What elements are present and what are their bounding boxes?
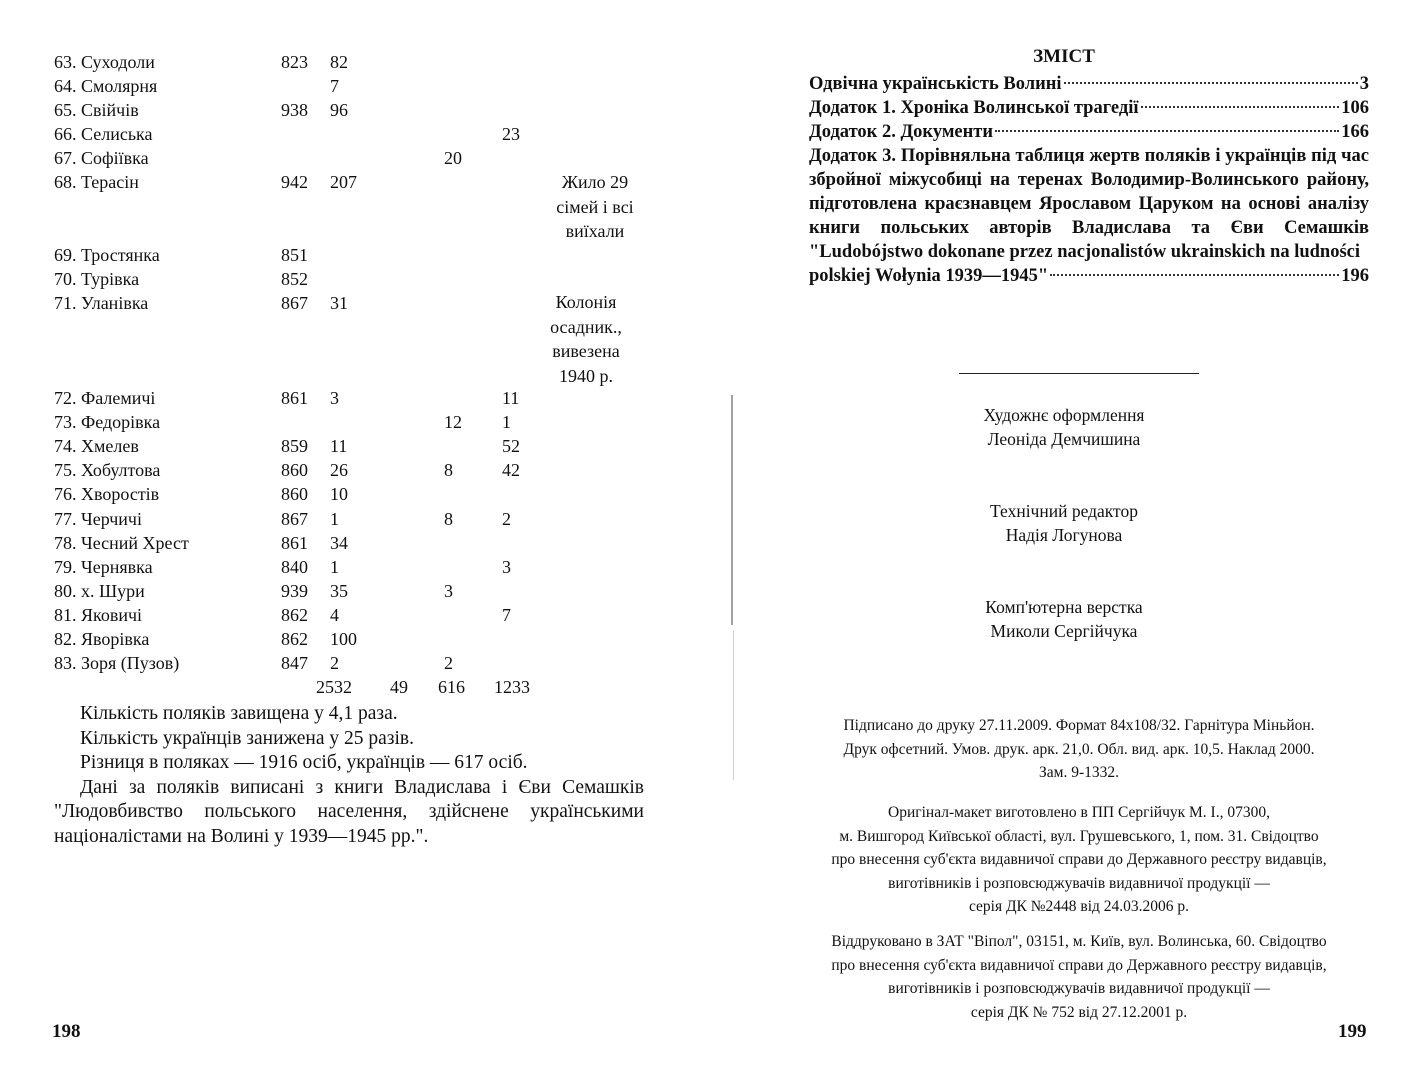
cell-value: 3 [502,557,511,577]
credit-name: Надія Логунова [1005,525,1123,545]
cell-value: 861 [281,388,308,408]
imprint-line: Друк офсетний. Умов. друк. арк. 21,0. Обл. вид. арк. 10,5. Наклад 2000. [843,740,1315,758]
cell-value: 82 [330,52,348,72]
toc-leader [1064,82,1358,84]
cell-value: 10 [330,484,348,504]
credit-layout [709,595,1419,643]
credit-name: Миколи Сергійчука [990,621,1138,641]
imprint-line: Зам. 9-1332. [1039,764,1119,781]
village-name: 83. Зоря (Пузов) [54,653,180,673]
summary-paragraph: Різниця в поляках — 1916 осіб, українців — 617 осіб. [80,752,528,773]
note-line: Жило 29 [561,172,629,192]
cell-value: 847 [281,653,308,673]
cell-value: 862 [281,629,308,649]
left-page [0,0,709,1085]
toc-entry-long-tail [809,264,1369,288]
imprint-print-info [784,714,1374,785]
cell-value: 861 [281,533,308,553]
imprint-layout-info [784,801,1374,919]
cell-value: 2 [330,653,339,673]
total-value: 49 [390,677,408,697]
page-number-right: 199 [1338,1021,1367,1042]
cell-value: 1 [330,557,339,577]
village-name: 72. Фалемичі [54,388,156,408]
total-value: 1233 [494,677,530,697]
cell-value: 23 [502,124,520,144]
cell-value: 2 [502,509,511,529]
credit-design [709,403,1419,451]
toc-entry-title: Одвічна українськість Волині [809,74,1062,94]
cell-value: 4 [330,605,339,625]
cell-value: 20 [444,148,462,168]
total-value: 616 [438,677,465,697]
toc-entry-title: Додаток 1. Хроніка Волинської трагедії [809,98,1139,118]
cell-value: 100 [330,629,357,649]
cell-value: 207 [330,172,357,192]
toc-entry-page: 166 [1341,122,1369,142]
imprint-line: серія ДК №2448 від 24.03.2006 р. [968,898,1190,915]
toc-leader [1141,106,1340,108]
village-name: 70. Турівка [54,269,140,289]
cell-value: 851 [281,245,308,265]
cell-value: 8 [444,509,453,529]
cell-value: 11 [502,388,520,408]
cell-value: 31 [330,293,348,313]
toc-entry-long: Додаток 3. Порівняльна таблиця жертв поляків і українців під час збройної міжусобиці на теренах Володимир-Волинського району, підготовлена краєзнавцем Ярославом Царуком на основі аналізу книги польських авторів Владислава та Єви Семашків "Ludobójstwo dokonane przez nacjonalistów ukrainskich na ludności [809,146,1369,262]
total-value: 2532 [316,677,352,697]
credit-role: Комп'ютерна верстка [985,597,1143,617]
cell-value: 34 [330,533,348,553]
page-number-left: 198 [52,1021,81,1042]
imprint-line: м. Вишгород Київської області, вул. Грушевського, 1, пом. 31. Свідоцтво [839,827,1319,845]
imprint-line: Підписано до друку 27.11.2009. Формат 84х108/32. Гарнітура Міньйон. [843,717,1315,734]
village-name: 69. Тростянка [54,245,160,265]
village-name: 64. Смолярня [54,76,158,96]
imprint-line: про внесення суб'єкта видавничої справи до Державного реєстру видавців, [831,956,1327,974]
village-name: 65. Свійчів [54,100,139,120]
cell-value: 867 [281,509,308,529]
cell-value: 860 [281,484,308,504]
cell-value: 26 [330,460,348,480]
village-name: 66. Селиська [54,124,153,144]
imprint-line: серія ДК № 752 від 27.12.2001 р. [970,1003,1188,1021]
divider-rule [959,373,1199,374]
credit-editor [709,499,1419,547]
toc-entry [809,120,1369,144]
village-name: 76. Хворостів [54,484,160,504]
village-name: 80. х. Шури [54,581,145,601]
village-name: 63. Суходоли [54,52,155,72]
cell-value: 939 [281,581,308,601]
credit-role: Технічний редактор [990,501,1138,521]
toc-leader [995,130,1339,132]
village-name: 71. Уланівка [54,293,149,313]
cell-value: 938 [281,100,308,120]
toc-entry-title: Додаток 2. Документи [809,122,994,142]
summary-text [54,702,644,849]
imprint-printer-info [784,930,1374,1024]
village-name: 81. Яковичі [54,605,143,625]
imprint-line: Оригінал-макет виготовлено в ПП Сергійчук М. І., 07300, [888,804,1270,821]
cell-value: 1 [330,509,339,529]
cell-value: 42 [502,460,520,480]
village-name: 68. Терасін [54,172,139,192]
cell-value: 1 [502,412,511,432]
note-line: вивезена [552,341,620,361]
note-line: сімей і всі [556,196,634,217]
cell-value: 840 [281,557,308,577]
cell-value: 96 [330,100,348,120]
summary-paragraph: Дані за поляків виписані з книги Владислава і Єви Семашків "Людовбивство польського населення, здійснене українськими націоналістами на Волині у 1939—1945 рр.". [54,776,644,847]
summary-paragraph: Кількість поляків завищена у 4,1 раза. [80,703,398,724]
cell-value: 12 [444,412,462,432]
right-page [709,0,1419,1085]
cell-value: 35 [330,581,348,601]
credit-name: Леоніда Демчишина [987,429,1141,449]
note-line: виїхали [565,221,625,241]
note-ulanivka [536,290,636,388]
imprint-line: виготівників і розповсюджувачів видавничої продукції — [888,980,1270,997]
toc-title: ЗМІСТ [1033,46,1095,67]
toc-entry-page: 106 [1341,98,1369,118]
cell-value: 52 [502,436,520,456]
village-name: 74. Хмелев [54,436,139,456]
imprint-line: про внесення суб'єкта видавничої справи до Державного реєстру видавців, [831,851,1327,868]
credit-role: Художнє оформлення [983,405,1145,425]
toc-entry-page: 3 [1359,74,1369,94]
toc-entry [809,96,1369,120]
note-line: Колонія [555,292,617,312]
imprint-line: Віддруковано в ЗАТ "Віпол", 03151, м. Київ, вул. Волинська, 60. Свідоцтво [831,933,1327,950]
cell-value: 7 [330,76,339,96]
cell-value: 942 [281,172,308,192]
cell-value: 859 [281,436,308,456]
cell-value: 3 [330,388,339,408]
village-name: 67. Софіївка [54,148,149,168]
summary-paragraph: Кількість українців занижена у 25 разів. [80,727,414,749]
village-name: 75. Хобултова [54,460,161,480]
cell-value: 11 [330,436,348,456]
toc-leader [1050,274,1339,276]
cell-value: 867 [281,293,308,313]
cell-value: 862 [281,605,308,625]
note-terasin [545,170,645,244]
village-name: 78. Чесний Хрест [54,533,189,553]
toc-entry-title: polskiej Wołynia 1939—1945" [809,266,1049,286]
village-name: 82. Яворівка [54,629,150,649]
village-name: 77. Черчичі [54,509,142,529]
imprint-line: виготівників і розповсюджувачів видавничої продукції — [888,874,1270,892]
toc-entry-page: 196 [1341,266,1369,286]
cell-value: 8 [444,460,453,480]
table-of-contents [809,72,1369,288]
cell-value: 860 [281,460,308,480]
village-name: 73. Федорівка [54,412,161,432]
cell-value: 852 [281,269,308,289]
cell-value: 7 [502,605,511,625]
note-line: 1940 р. [559,365,613,386]
village-name: 79. Чернявка [54,557,153,577]
note-line: осадник., [550,316,622,337]
cell-value: 3 [444,581,453,601]
cell-value: 823 [281,52,308,72]
toc-entry [809,72,1369,96]
cell-value: 2 [444,653,453,673]
